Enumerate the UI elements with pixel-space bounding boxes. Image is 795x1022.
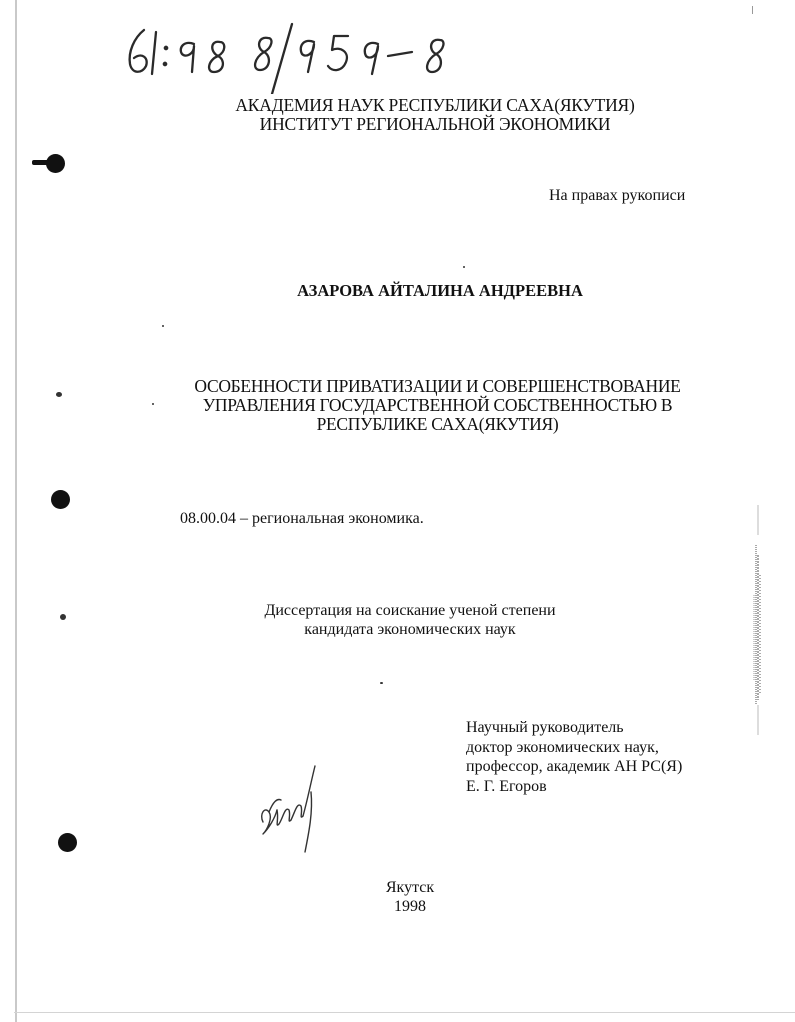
- rights-notice: На правах рукописи: [549, 187, 686, 204]
- speck-3: [162, 325, 164, 327]
- archive-number-handwritten: [122, 14, 462, 94]
- supervisor-role: Научный руководитель: [466, 719, 624, 736]
- place-and-year: [330, 878, 490, 916]
- dissertation-title: [120, 377, 755, 434]
- title-line-1: ОСОБЕННОСТИ ПРИВАТИЗАЦИИ И СОВЕРШЕНСТВОВАНИЕ: [194, 376, 681, 396]
- binder-hole-2: [51, 490, 70, 509]
- supervisor-title: профессор, академик АН РС(Я): [466, 758, 683, 775]
- speck-2: [60, 614, 66, 620]
- year: 1998: [394, 898, 426, 915]
- title-line-3: РЕСПУБЛИКЕ САХА(ЯКУТИЯ): [316, 414, 559, 434]
- binder-tab-1: [32, 160, 50, 165]
- speck-5: [380, 682, 383, 684]
- speck-1: [56, 392, 62, 397]
- institution-header: [130, 96, 740, 134]
- header-academy: АКАДЕМИЯ НАУК РЕСПУБЛИКИ САХА(ЯКУТИЯ): [235, 95, 635, 115]
- specialty-code: 08.00.04 – региональная экономика.: [180, 510, 424, 527]
- degree-line-1: Диссертация на соискание ученой степени: [264, 602, 556, 619]
- title-line-2: УПРАВЛЕНИЯ ГОСУДАРСТВЕННОЙ СОБСТВЕННОСТЬЮ В: [202, 395, 673, 415]
- degree-statement: [200, 601, 620, 639]
- degree-line-2: кандидата экономических наук: [304, 621, 516, 638]
- scan-artifact-strip: [750, 505, 764, 735]
- page-edge-left: [15, 0, 17, 1022]
- page-edge-mark: [752, 6, 753, 14]
- author-signature: [255, 762, 325, 857]
- speck-4: [463, 266, 465, 268]
- place: Якутск: [385, 879, 435, 896]
- supervisor-degree: доктор экономических наук,: [466, 738, 659, 756]
- supervisor-name: Е. Г. Егоров: [466, 777, 547, 795]
- author-name: АЗАРОВА АЙТАЛИНА АНДРЕЕВНА: [297, 281, 583, 300]
- page-edge-bottom: [14, 1012, 795, 1013]
- binder-hole-3: [58, 833, 77, 852]
- supervisor-block: [466, 718, 682, 796]
- header-institute: ИНСТИТУТ РЕГИОНАЛЬНОЙ ЭКОНОМИКИ: [259, 114, 611, 134]
